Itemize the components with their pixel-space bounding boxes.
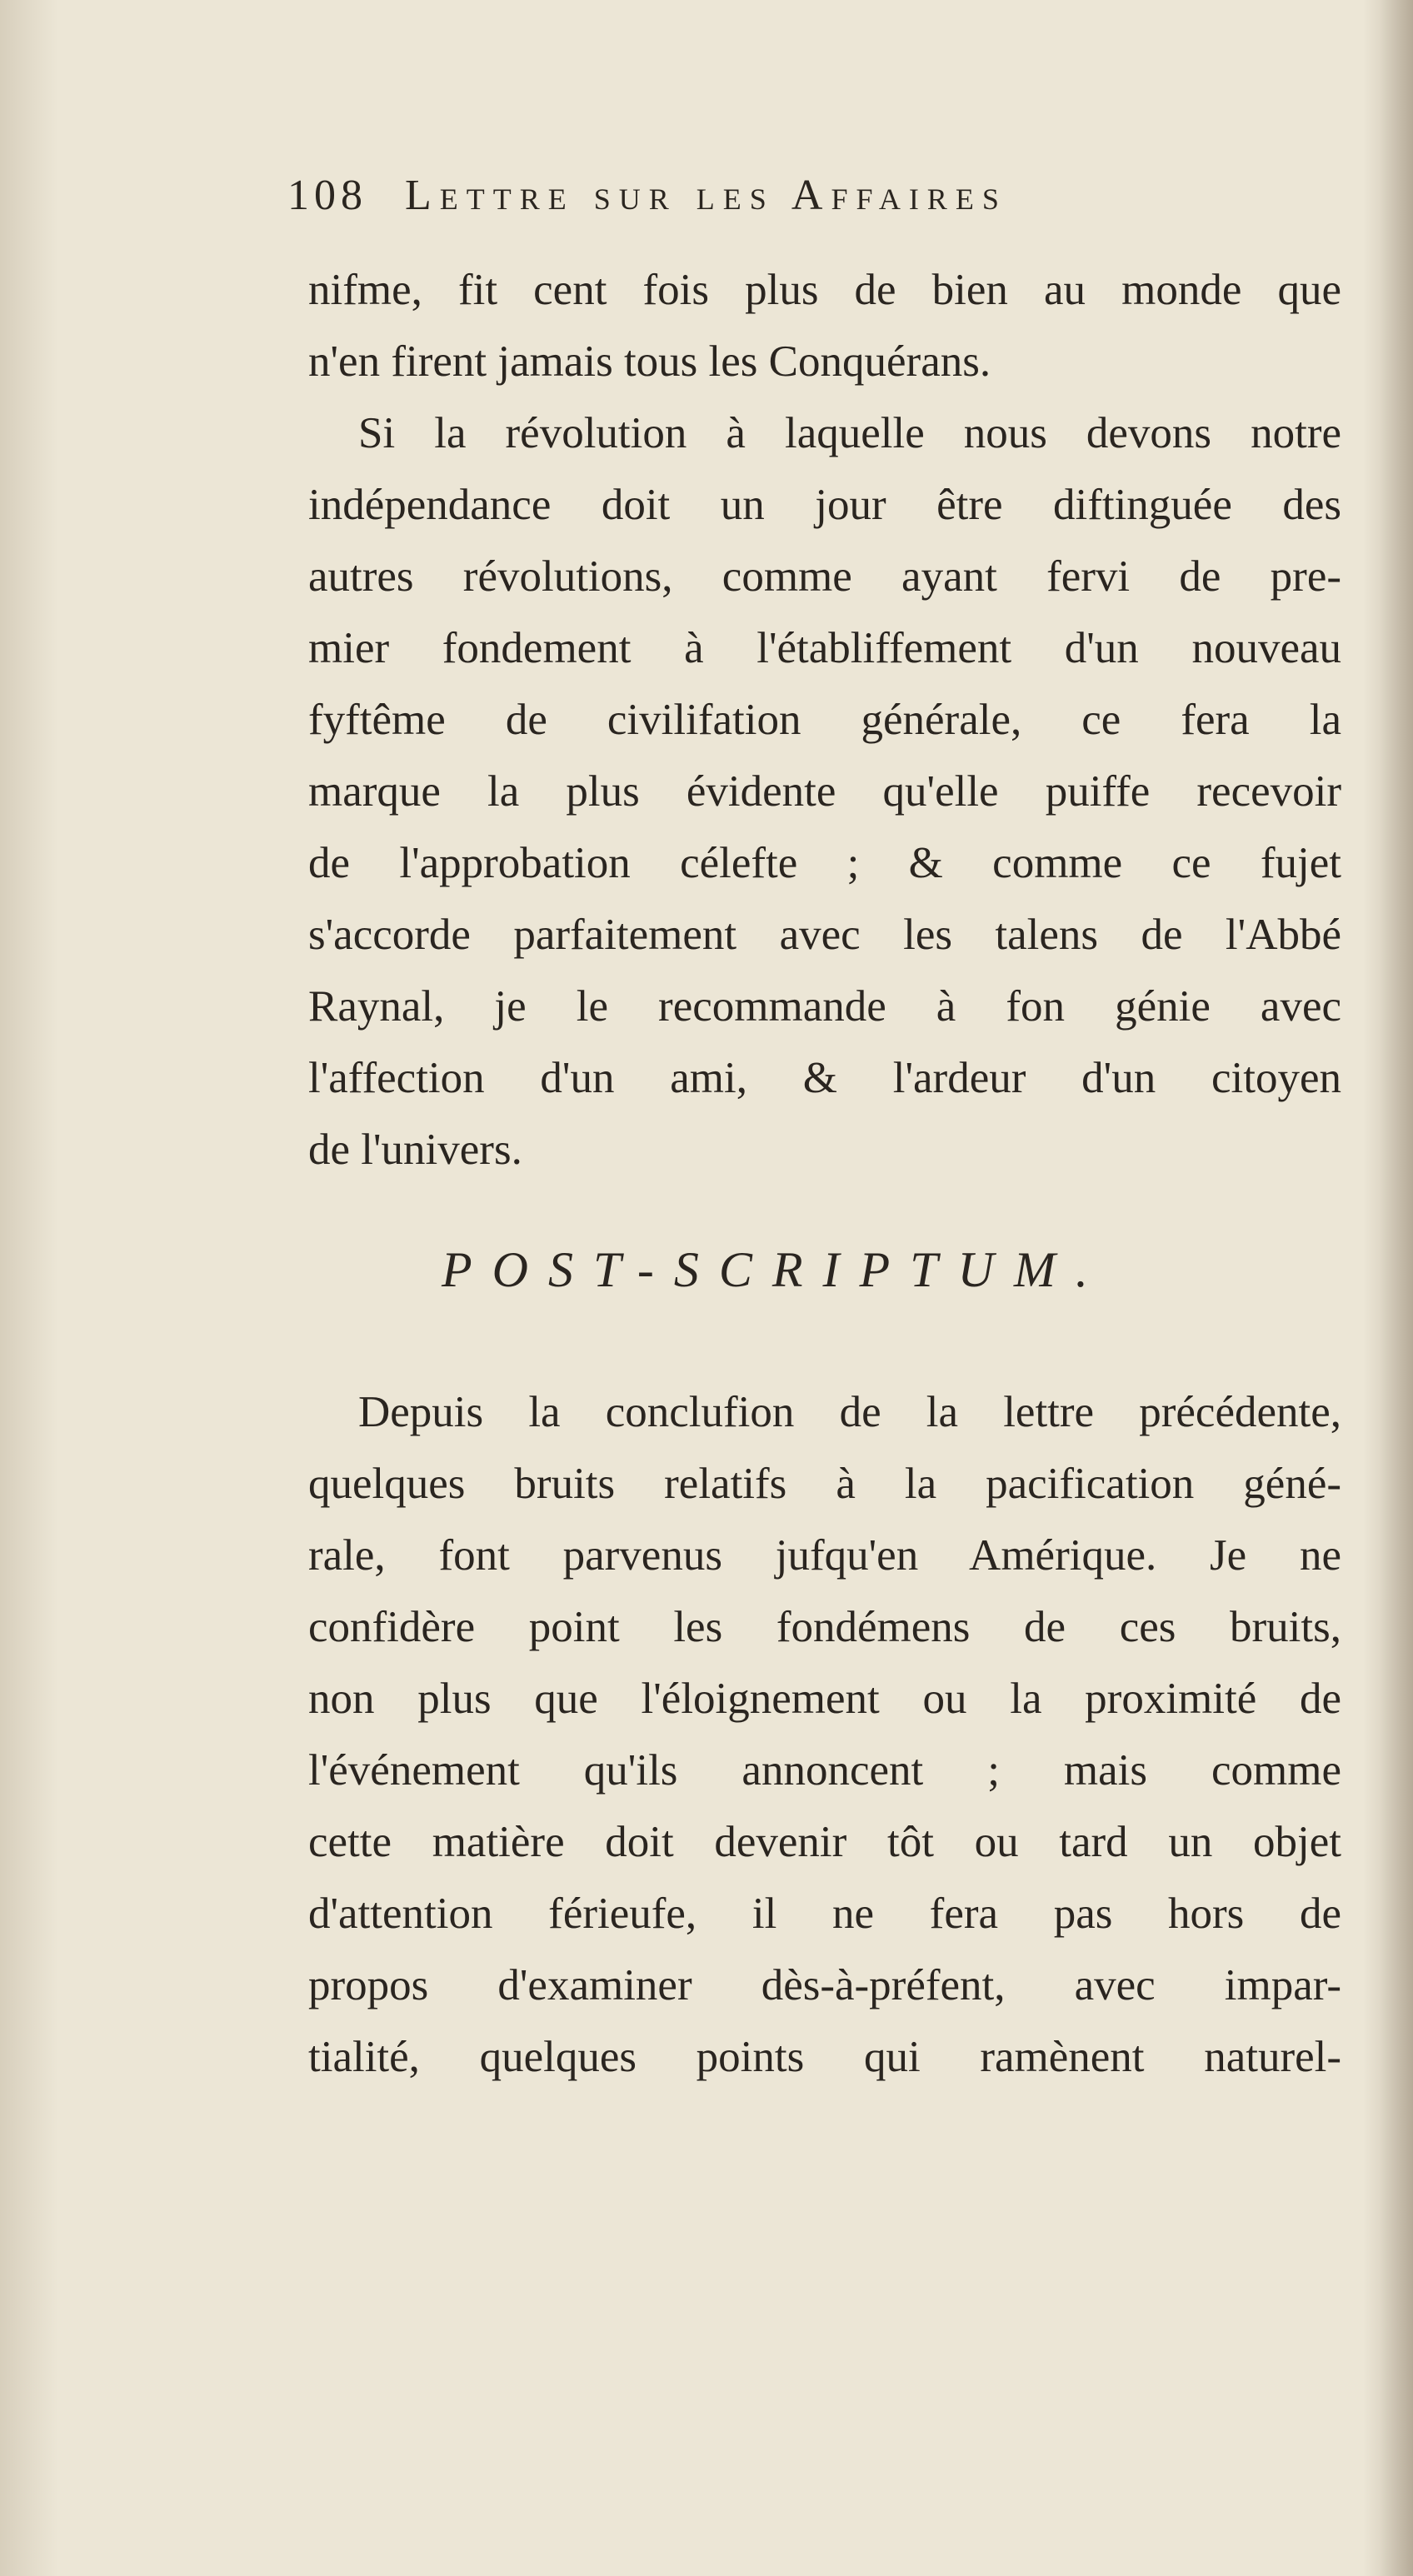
text-line: mier fondement à l'établiffement d'un nouveau	[308, 624, 1341, 672]
text-line: rale, font parvenus jufqu'en Amérique. Je ne	[308, 1531, 1341, 1580]
text-line: s'accorde parfaitement avec les talens de l'Abbé	[308, 911, 1341, 959]
text-line: de l'univers.	[308, 1126, 522, 1174]
text-line: de l'approbation célefte ; & comme ce fujet	[308, 839, 1341, 887]
page-edge-shadow	[1380, 0, 1413, 2576]
section-heading: POST-SCRIPTUM.	[442, 1242, 1108, 1297]
page-number: 108	[287, 172, 367, 219]
text-line: indépendance doit un jour être diftinguée des	[308, 481, 1341, 529]
text-line: d'attention férieufe, il ne fera pas hors de	[308, 1890, 1341, 1938]
text-line: tialité, quelques points qui ramènent naturel-	[308, 2033, 1341, 2081]
text-line: confidère point les fondémens de ces bruits,	[308, 1603, 1341, 1651]
text-line: cette matière doit devenir tôt ou tard un objet	[308, 1818, 1341, 1866]
text-line: Depuis la conclufion de la lettre précédente,	[358, 1388, 1341, 1436]
text-line: propos d'examiner dès-à-préfent, avec impar-	[308, 1961, 1341, 2009]
running-header	[287, 171, 1346, 237]
text-line: Raynal, je le recommande à fon génie avec	[308, 982, 1341, 1031]
text-line: autres révolutions, comme ayant fervi de pre-	[308, 552, 1341, 601]
text-line: non plus que l'éloignement ou la proximité de	[308, 1675, 1341, 1723]
text-line: Si la révolution à laquelle nous devons notre	[358, 409, 1341, 457]
text-line: nifme, fit cent fois plus de bien au monde que	[308, 266, 1341, 314]
text-line: quelques bruits relatifs à la pacification géné-	[308, 1460, 1341, 1508]
text-line: fyftême de civilifation générale, ce fera la	[308, 696, 1341, 744]
running-title: Lettre sur les Affaires	[405, 172, 1007, 219]
text-line: l'affection d'un ami, & l'ardeur d'un citoyen	[308, 1054, 1341, 1102]
text-line: l'événement qu'ils annoncent ; mais comme	[308, 1746, 1341, 1795]
text-line: n'en firent jamais tous les Conquérans.	[308, 337, 991, 386]
text-line: marque la plus évidente qu'elle puiffe recevoir	[308, 767, 1341, 816]
